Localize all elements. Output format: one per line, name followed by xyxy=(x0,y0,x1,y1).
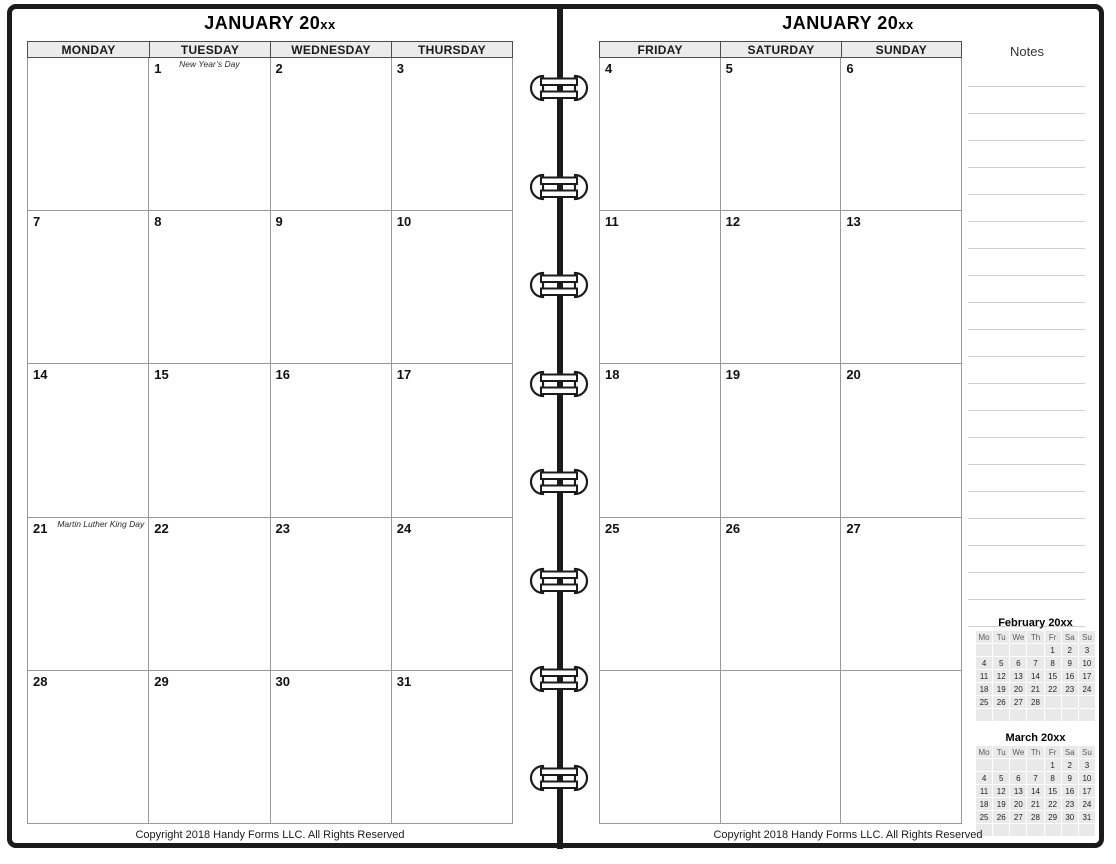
day-number: 23 xyxy=(275,520,290,536)
right-page-title-suffix: xx xyxy=(898,17,914,32)
mini-day-cell: 7 xyxy=(1027,657,1043,669)
day-header-cell: TUESDAY xyxy=(149,42,270,57)
mini-day-cell: 11 xyxy=(976,785,992,797)
notes-line xyxy=(968,303,1085,330)
day-number: 7 xyxy=(33,214,41,230)
notes-line xyxy=(968,87,1085,114)
mini-day-cell: 30 xyxy=(1062,811,1078,823)
day-number: 28 xyxy=(33,673,48,689)
mini-day-cell: 3 xyxy=(1079,644,1095,656)
mini-day-header-cell: Su xyxy=(1079,746,1095,758)
mini-day-cell: 27 xyxy=(1010,696,1026,708)
mini-day-cell xyxy=(1045,696,1061,708)
left-page-title-suffix: xx xyxy=(320,17,336,32)
mini-day-cell: 6 xyxy=(1010,772,1026,784)
notes-line xyxy=(968,465,1085,492)
left-page-title-main: JANUARY 20 xyxy=(204,13,321,33)
mini-calendar xyxy=(976,617,1095,721)
day-number: 25 xyxy=(605,520,620,536)
day-header-cell: WEDNESDAY xyxy=(270,42,391,57)
day-number: 31 xyxy=(396,673,412,689)
day-cell xyxy=(600,671,721,824)
mini-day-header-cell: Tu xyxy=(993,631,1009,643)
mini-day-cell: 14 xyxy=(1027,785,1043,797)
mini-calendar-title: March 20xx xyxy=(1005,732,1066,744)
day-cell xyxy=(392,58,513,211)
notes-line xyxy=(968,141,1085,168)
notes-line xyxy=(968,330,1085,357)
day-cell xyxy=(271,518,392,671)
mini-day-cell xyxy=(976,644,992,656)
mini-day-cell: 28 xyxy=(1027,811,1043,823)
day-cell xyxy=(841,211,962,364)
day-number: 1 xyxy=(154,61,162,76)
mini-day-cell xyxy=(976,709,992,721)
mini-day-cell: 3 xyxy=(1079,759,1095,771)
mini-day-cell: 27 xyxy=(1010,811,1026,823)
mini-day-cell xyxy=(1079,696,1095,708)
mini-day-cell: 21 xyxy=(1027,798,1043,810)
day-cell xyxy=(721,671,842,824)
left-page-title xyxy=(27,13,513,34)
mini-day-header-cell: Mo xyxy=(976,746,992,758)
mini-day-header-cell: Su xyxy=(1079,631,1095,643)
day-number: 26 xyxy=(725,520,741,536)
notes-line xyxy=(968,438,1085,465)
mini-day-cell: 15 xyxy=(1045,785,1061,797)
day-cell xyxy=(721,211,842,364)
mini-day-cell: 25 xyxy=(976,696,992,708)
day-number: 27 xyxy=(846,520,861,536)
mini-day-cell: 19 xyxy=(993,683,1009,695)
mini-day-cell: 5 xyxy=(993,772,1009,784)
day-cell xyxy=(721,58,842,211)
mini-day-cell: 7 xyxy=(1027,772,1043,784)
notes-heading: Notes xyxy=(1010,44,1044,59)
mini-day-cell: 13 xyxy=(1010,785,1026,797)
day-cell xyxy=(271,671,392,824)
binder-ring-icon xyxy=(525,764,593,792)
day-header-cell: FRIDAY xyxy=(637,42,683,57)
mini-calendar-grid xyxy=(976,746,1095,836)
day-cell xyxy=(841,58,962,211)
right-page-title-main: JANUARY 20 xyxy=(782,13,899,33)
day-cell xyxy=(841,364,962,517)
day-cell xyxy=(392,211,513,364)
day-number: 19 xyxy=(725,367,741,383)
mini-day-cell: 18 xyxy=(976,798,992,810)
mini-day-cell xyxy=(1027,644,1043,656)
day-header-cell: THURSDAY xyxy=(391,42,512,57)
day-number: 16 xyxy=(275,367,290,383)
binder-ring-icon xyxy=(525,370,593,398)
mini-day-header-cell: Th xyxy=(1027,746,1043,758)
mini-day-cell xyxy=(1062,696,1078,708)
mini-day-header-cell: Fr xyxy=(1045,746,1061,758)
notes-line xyxy=(968,222,1085,249)
day-number: 24 xyxy=(396,520,412,536)
day-cell xyxy=(271,364,392,517)
day-number: 3 xyxy=(396,61,404,76)
day-number: 8 xyxy=(154,214,162,230)
day-number: 20 xyxy=(846,367,861,383)
day-header-cell: MONDAY xyxy=(61,42,116,57)
day-number: 5 xyxy=(725,61,733,76)
mini-day-cell xyxy=(993,709,1009,721)
mini-day-cell: 20 xyxy=(1010,798,1026,810)
mini-day-cell: 8 xyxy=(1045,772,1061,784)
day-header-cell: SUNDAY xyxy=(841,42,961,57)
mini-day-cell: 1 xyxy=(1045,759,1061,771)
day-number: 15 xyxy=(154,367,169,383)
mini-day-cell: 9 xyxy=(1062,657,1078,669)
notes-line xyxy=(968,573,1085,600)
right-page-title xyxy=(599,13,1097,34)
mini-day-cell xyxy=(1010,644,1026,656)
mini-day-cell: 22 xyxy=(1045,683,1061,695)
right-calendar-header-row xyxy=(599,41,962,58)
mini-day-cell: 24 xyxy=(1079,798,1095,810)
holiday-label: Martin Luther King Day xyxy=(57,518,145,529)
left-page-copyright: Copyright 2018 Handy Forms LLC. All Rights Reserved xyxy=(135,829,405,841)
day-cell xyxy=(600,364,721,517)
day-number: 2 xyxy=(275,61,283,76)
mini-day-cell: 6 xyxy=(1010,657,1026,669)
mini-day-cell: 1 xyxy=(1045,644,1061,656)
day-cell xyxy=(28,671,149,824)
binder-ring-icon xyxy=(525,567,593,595)
notes-ruled-area xyxy=(968,60,1085,627)
notes-line xyxy=(968,249,1085,276)
mini-calendar-grid xyxy=(976,631,1095,721)
binder-spine xyxy=(557,6,563,849)
mini-day-cell xyxy=(993,759,1009,771)
day-cell xyxy=(600,518,721,671)
mini-day-cell: 9 xyxy=(1062,772,1078,784)
mini-day-cell: 2 xyxy=(1062,644,1078,656)
binder-ring-icon xyxy=(525,173,593,201)
binder-ring-icon xyxy=(525,74,593,102)
mini-day-cell: 17 xyxy=(1079,670,1095,682)
holiday-label: New Year’s Day xyxy=(179,59,240,69)
day-cell xyxy=(149,211,270,364)
mini-day-cell: 10 xyxy=(1079,657,1095,669)
day-cell xyxy=(149,58,270,211)
day-number: 12 xyxy=(725,214,741,230)
mini-day-header-cell: Mo xyxy=(976,631,992,643)
mini-day-header-cell: Sa xyxy=(1062,631,1078,643)
mini-day-header-cell: We xyxy=(1010,631,1026,643)
mini-day-cell: 16 xyxy=(1062,670,1078,682)
mini-day-cell: 21 xyxy=(1027,683,1043,695)
mini-day-cell: 4 xyxy=(976,772,992,784)
notes-line xyxy=(968,519,1085,546)
mini-day-cell: 17 xyxy=(1079,785,1095,797)
day-number: 11 xyxy=(605,214,619,230)
notes-line xyxy=(968,357,1085,384)
day-number: 6 xyxy=(846,61,854,76)
mini-day-cell: 28 xyxy=(1027,696,1043,708)
day-cell xyxy=(149,671,270,824)
day-number: 18 xyxy=(605,367,620,383)
mini-day-cell: 23 xyxy=(1062,683,1078,695)
mini-day-cell: 12 xyxy=(993,785,1009,797)
binder-ring-icon xyxy=(525,271,593,299)
mini-day-cell: 10 xyxy=(1079,772,1095,784)
day-cell xyxy=(600,211,721,364)
day-cell xyxy=(392,671,513,824)
mini-day-cell xyxy=(1045,709,1061,721)
mini-day-header-cell: Sa xyxy=(1062,746,1078,758)
day-number: 9 xyxy=(275,214,283,230)
mini-day-cell xyxy=(976,759,992,771)
mini-day-cell xyxy=(1079,709,1095,721)
day-cell xyxy=(271,58,392,211)
mini-day-cell: 31 xyxy=(1079,811,1095,823)
mini-day-cell xyxy=(1062,709,1078,721)
mini-day-cell: 20 xyxy=(1010,683,1026,695)
mini-day-cell: 26 xyxy=(993,696,1009,708)
mini-calendars xyxy=(976,617,1095,847)
mini-day-cell xyxy=(1010,759,1026,771)
mini-day-cell: 5 xyxy=(993,657,1009,669)
left-calendar-grid xyxy=(27,58,513,824)
mini-day-cell: 19 xyxy=(993,798,1009,810)
mini-day-cell: 23 xyxy=(1062,798,1078,810)
day-number: 22 xyxy=(154,520,169,536)
notes-line xyxy=(968,384,1085,411)
day-number: 21 xyxy=(33,520,48,536)
notes-line xyxy=(968,195,1085,222)
mini-day-cell: 12 xyxy=(993,670,1009,682)
mini-day-cell: 26 xyxy=(993,811,1009,823)
mini-day-header-cell: Fr xyxy=(1045,631,1061,643)
day-cell xyxy=(600,58,721,211)
day-cell xyxy=(149,364,270,517)
day-cell xyxy=(721,518,842,671)
day-number: 10 xyxy=(396,214,412,230)
day-cell xyxy=(841,518,962,671)
notes-line xyxy=(968,168,1085,195)
day-cell xyxy=(149,518,270,671)
mini-day-header-cell: We xyxy=(1010,746,1026,758)
right-page-copyright: Copyright 2018 Handy Forms LLC. All Rights Reserved xyxy=(713,829,983,841)
notes-line xyxy=(968,546,1085,573)
notes-line xyxy=(968,276,1085,303)
mini-day-cell: 13 xyxy=(1010,670,1026,682)
mini-day-cell xyxy=(1027,709,1043,721)
day-cell xyxy=(271,211,392,364)
mini-day-cell: 18 xyxy=(976,683,992,695)
mini-day-cell: 24 xyxy=(1079,683,1095,695)
day-number: 4 xyxy=(605,61,613,76)
mini-day-cell: 15 xyxy=(1045,670,1061,682)
mini-day-cell xyxy=(1027,759,1043,771)
mini-day-cell: 29 xyxy=(1045,811,1061,823)
mini-day-cell xyxy=(1010,709,1026,721)
mini-calendar-title: February 20xx xyxy=(998,617,1073,629)
mini-day-cell: 11 xyxy=(976,670,992,682)
mini-day-cell xyxy=(993,644,1009,656)
binder-ring-icon xyxy=(525,468,593,496)
day-cell xyxy=(28,211,149,364)
mini-calendar xyxy=(976,732,1095,836)
day-cell xyxy=(392,518,513,671)
notes-line xyxy=(968,492,1085,519)
day-cell xyxy=(28,518,149,671)
mini-day-cell: 16 xyxy=(1062,785,1078,797)
day-cell xyxy=(392,364,513,517)
mini-day-header-cell: Th xyxy=(1027,631,1043,643)
right-calendar-grid xyxy=(599,58,962,824)
day-cell xyxy=(28,58,149,211)
day-cell xyxy=(721,364,842,517)
mini-day-cell: 2 xyxy=(1062,759,1078,771)
mini-day-cell: 22 xyxy=(1045,798,1061,810)
day-number: 29 xyxy=(154,673,169,689)
mini-day-cell: 8 xyxy=(1045,657,1061,669)
mini-day-header-cell: Tu xyxy=(993,746,1009,758)
day-cell xyxy=(28,364,149,517)
binder-ring-icon xyxy=(525,665,593,693)
day-header-cell: SATURDAY xyxy=(720,42,840,57)
day-cell xyxy=(841,671,962,824)
left-calendar-header-row xyxy=(27,41,513,58)
mini-day-cell: 25 xyxy=(976,811,992,823)
mini-day-cell: 14 xyxy=(1027,670,1043,682)
mini-day-cell: 4 xyxy=(976,657,992,669)
day-number: 13 xyxy=(846,214,861,230)
notes-line xyxy=(968,60,1085,87)
day-number: 30 xyxy=(275,673,290,689)
notes-line xyxy=(968,114,1085,141)
notes-line xyxy=(968,411,1085,438)
day-number: 17 xyxy=(396,367,412,383)
day-number: 14 xyxy=(33,367,48,383)
